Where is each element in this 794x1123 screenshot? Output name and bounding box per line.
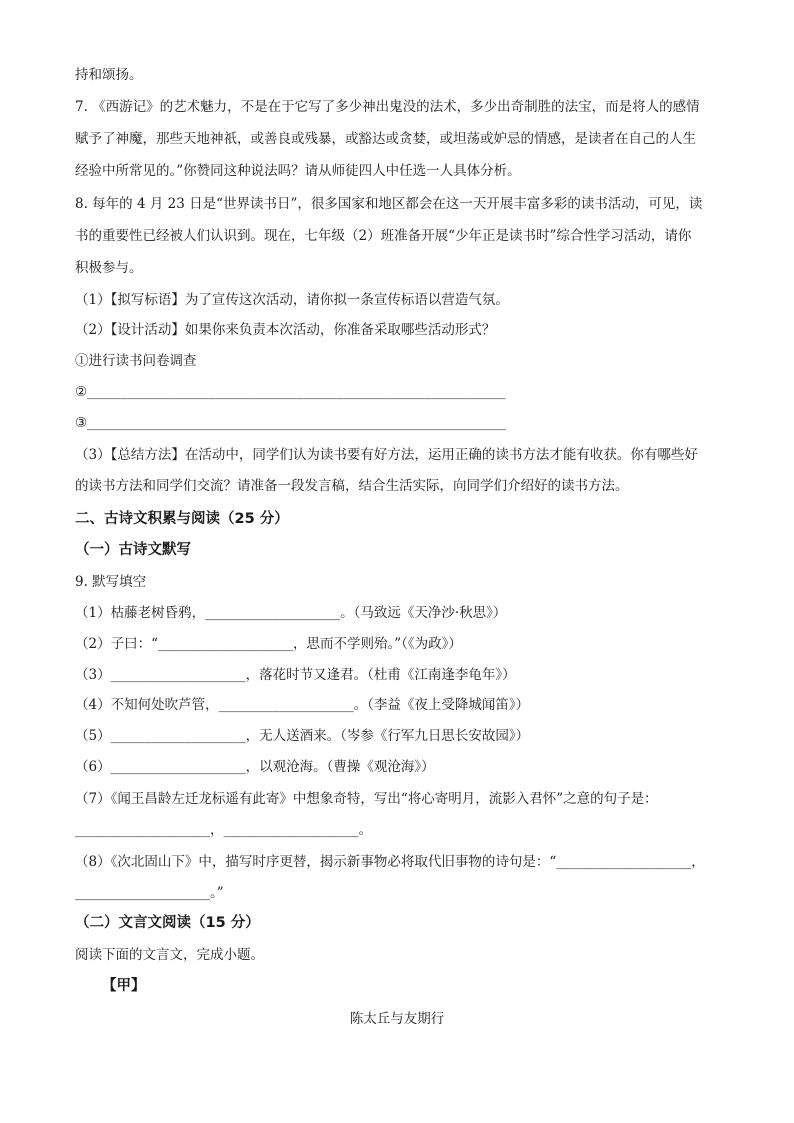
sub-question-1: （1）【拟写标语】为了宣传这次活动，请你拟一条宣传标语以营造气氛。 bbox=[75, 292, 509, 308]
text-line: 书的重要性已经被人们认识到。现在，七年级（2）班准备开展“少年正是读书时”综合性学习活动，请你 bbox=[75, 228, 692, 244]
fill-blank-6: （6）____________________，以观沧海。（曹操《观沧海》） bbox=[75, 759, 435, 775]
passage-label: 【甲】 bbox=[102, 978, 146, 994]
activity-item-1: ①进行读书问卷调查 bbox=[75, 353, 197, 369]
reading-instruction: 阅读下面的文言文，完成小题。 bbox=[75, 947, 264, 963]
activity-blank-2: ②______________________________________________________________ bbox=[75, 384, 506, 400]
subsection-1-heading: （一）古诗文默写 bbox=[75, 542, 191, 558]
text-line: 持和颂扬。 bbox=[75, 67, 143, 83]
fill-blank-5: （5）____________________，无人送酒来。（岑参《行军九日思长安故园》） bbox=[75, 728, 530, 744]
fill-blank-1: （1）枯藤老树昏鸦，____________________。（马致远《天净沙·秋思》） bbox=[75, 605, 507, 621]
subsection-2-heading: （二）文言文阅读（15 分） bbox=[75, 915, 260, 931]
activity-blank-3: ③______________________________________________________________ bbox=[75, 415, 506, 431]
fill-blank-7: （7）《闻王昌龄左迁龙标遥有此寄》中想象奇特，写出“将心寄明月，流影入君怀”之意的句子是： bbox=[75, 791, 658, 807]
passage-title: 陈太丘与友期行 bbox=[349, 1011, 445, 1027]
question-7-text: 7. 《西游记》的艺术魅力，不是在于它写了多少神出鬼没的法术，多少出奇制胜的法宝，而是将人的感情 bbox=[75, 99, 700, 115]
text-line: 的读书方法和同学们交流？请准备一段发言稿，结合生活实际，向同学们介绍好的读书方法。 bbox=[75, 478, 629, 494]
question-8-text: 8. 每年的 4 月 23 日是“世界读书日”，很多国家和地区都会在这一天开展丰富多彩的读书活动，可见，读 bbox=[75, 196, 703, 212]
sub-question-2: （2）【设计活动】如果你来负责本次活动，你准备采取哪些活动形式？ bbox=[75, 322, 496, 338]
text-line: 经验中所常见的。”你赞同这种说法吗？请从师徒四人中任选一人具体分析。 bbox=[75, 163, 521, 179]
question-9-text: 9. 默写填空 bbox=[75, 574, 147, 590]
fill-blank-8: （8）《次北固山下》中，描写时序更替，揭示新事物必将取代旧事物的诗句是：“____________________， bbox=[75, 854, 705, 870]
fill-blank-4: （4）不知何处吹芦管，____________________。（李益《夜上受降城闻笛》） bbox=[75, 697, 530, 713]
section-2-heading: 二、古诗文积累与阅读（25 分） bbox=[75, 511, 289, 527]
sub-question-3: （3）【总结方法】在活动中，同学们认为读书要有好方法，运用正确的读书方法才能有收获。你有哪些好 bbox=[75, 447, 698, 463]
fill-blank-2: （2）子曰：“____________________，思而不学则殆。”（《为政》） bbox=[75, 636, 462, 652]
text-line: 积极参与。 bbox=[75, 260, 143, 276]
fill-blank-3: （3）____________________，落花时节又逢君。（杜甫《江南逢李龟年》） bbox=[75, 667, 516, 683]
fill-blank-8-answer: ____________________。” bbox=[75, 885, 224, 901]
text-line: 赋予了神魔，那些天地神祇，或善良或残暴，或豁达或贪婪，或坦荡或妒忌的情感，是读者在自己的人生 bbox=[75, 131, 696, 147]
fill-blank-7-answer: ____________________，____________________。 bbox=[75, 822, 372, 838]
